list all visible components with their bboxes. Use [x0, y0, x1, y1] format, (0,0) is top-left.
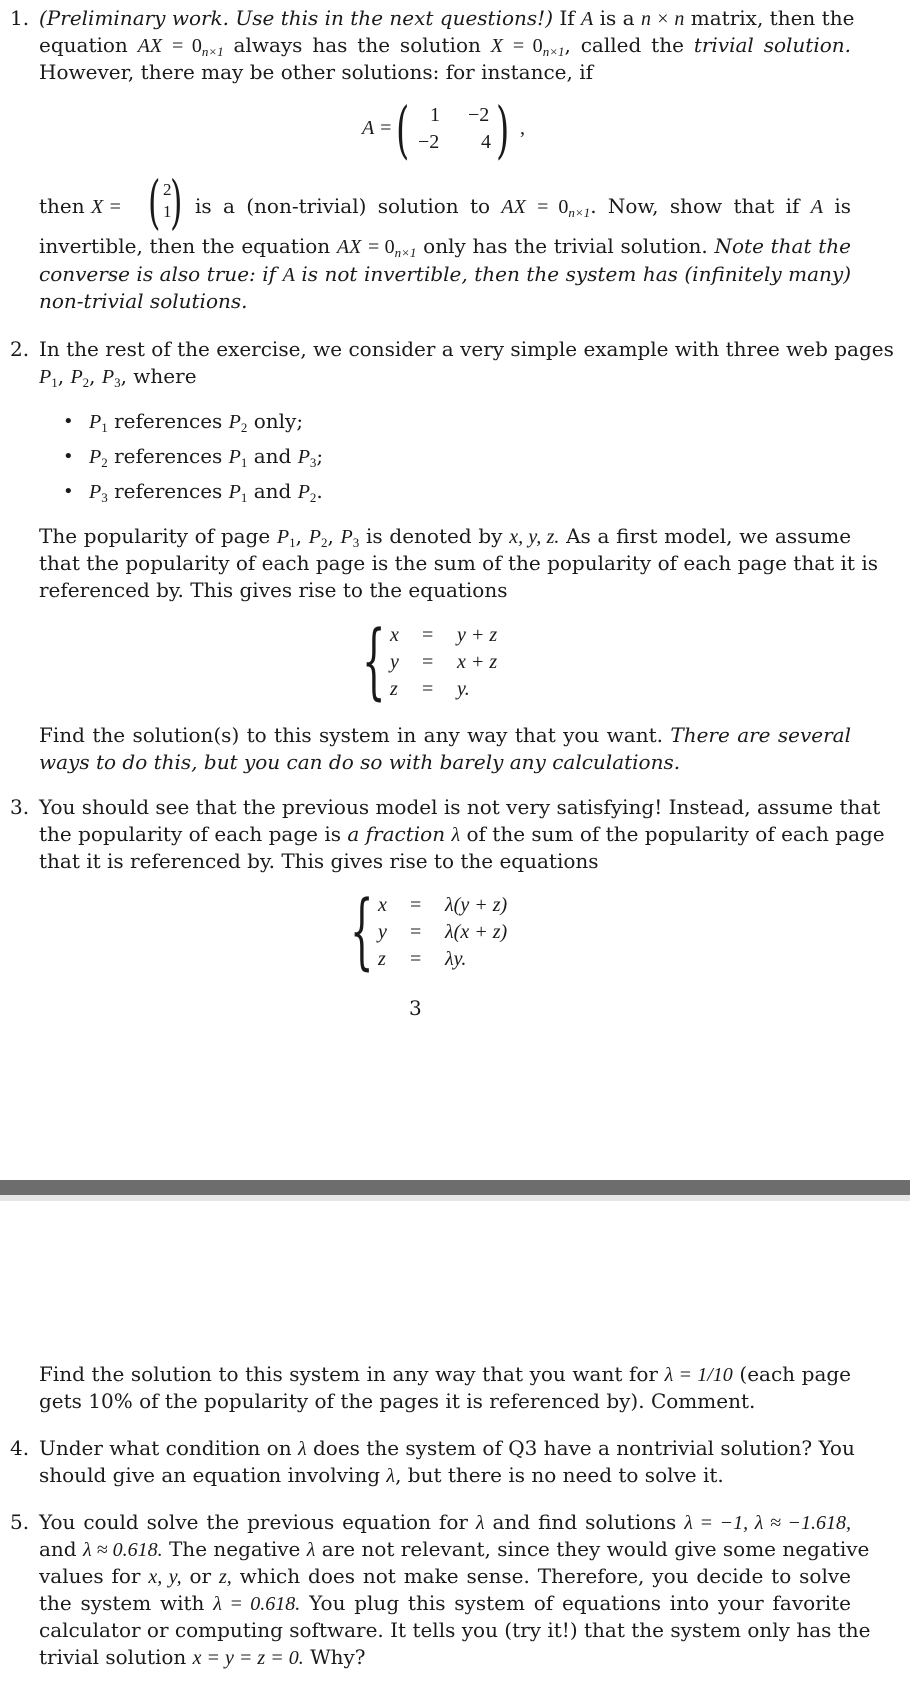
vector-display: [148, 168, 188, 236]
q5-line-1: You could solve the previous equation for λ and find solutions λ = −1, λ ≈ −1.618,: [39, 1510, 852, 1534]
system-1-rhs: y + z: [457, 624, 498, 646]
system-1-row-1: x: [390, 624, 399, 646]
right-paren: ): [170, 168, 183, 236]
left-paren: (: [396, 93, 410, 166]
system-1-display: [362, 614, 542, 710]
q2-line-1: In the rest of the exercise, we consider a very simple example with three web pages: [39, 337, 894, 361]
bullet-icon: •: [63, 446, 74, 467]
system-2-lhs: z: [378, 948, 386, 970]
page-divider: [0, 1180, 910, 1201]
matrix-cell: −2: [418, 131, 440, 153]
q1-line-7: non-trivial solutions.: [39, 289, 248, 313]
q3-line-2: the popularity of each page is a fraction λ of the sum of the popularity of each page: [39, 822, 885, 846]
system-2-display: [350, 884, 550, 980]
q3-cont-line-1: Find the solution to this system in any way that you want for λ = 1/10 (each page: [39, 1362, 852, 1386]
page-number: 3: [409, 996, 422, 1020]
page-divider-bar: [0, 1180, 910, 1195]
system-1-lhs: y: [390, 651, 399, 673]
system-2-rhs: λ(y + z): [445, 894, 508, 916]
system-1-eq: =: [422, 624, 434, 646]
q4-line-1: Under what condition on λ does the system of Q3 have a nontrivial solution? You: [39, 1436, 855, 1460]
question-5-number: 5.: [10, 1510, 30, 1534]
system-2-eq: =: [410, 894, 422, 916]
vector-cell: 2: [163, 180, 172, 199]
q5-line-6: trivial solution x = y = z = 0. Why?: [39, 1645, 366, 1669]
q2-para-line-2: that the popularity of each page is the sum of the popularity of each page that it is: [39, 551, 878, 575]
q2-find-line-2: ways to do this, but you can do so with barely any calculations.: [39, 750, 681, 774]
bullet-item-1: $P_1$ references $P_2$ only;: [89, 409, 304, 435]
matrix-cell: 1: [430, 104, 440, 126]
right-paren: ): [496, 93, 510, 166]
bullet-item-3: $P_3$ references $P_1$ and $P_2$.: [89, 479, 323, 505]
q1-line-4: is a (non-trivial) solution to AX = $0_{n\times 1}$. Now, show that if A is: [195, 194, 852, 220]
q1-line-6: converse is also true: if A is not invertible, then the system has (infinitely many): [39, 262, 852, 286]
question-4-number: 4.: [10, 1436, 30, 1460]
system-2-rhs: λy.: [445, 948, 467, 970]
bullet-item-2: $P_2$ references $P_1$ and $P_3$;: [89, 444, 324, 470]
q5-line-4: the system with λ = 0.618. You plug this system of equations into your favorite: [39, 1591, 852, 1615]
q3-line-3: that it is referenced by. This gives rise to the equations: [39, 849, 599, 873]
matrix-label: A =: [362, 117, 393, 139]
q5-line-5: calculator or computing software. It tells you (try it!) that the system only has the: [39, 1618, 871, 1642]
matrix-a-display: [362, 93, 532, 166]
q1-line-2: equation AX = $0_{n\times 1}$ always has the solution $X = 0_{n\times 1}$, called the trivial solution.: [39, 33, 852, 59]
bullet-icon: •: [63, 411, 74, 432]
system-2-rhs: λ(x + z): [445, 921, 508, 943]
q1-line-4-start: then X =: [39, 194, 121, 218]
page-lower: [0, 1201, 910, 1688]
question-3-number: 3.: [10, 795, 30, 819]
q4-line-2: should give an equation involving λ, but there is no need to solve it.: [39, 1463, 724, 1487]
question-2-number: 2.: [10, 337, 30, 361]
system-1-rhs: x + z: [457, 651, 498, 673]
q3-cont-line-2: gets 10% of the popularity of the pages it is referenced by). Comment.: [39, 1389, 756, 1413]
q1-line-3: However, there may be other solutions: for instance, if: [39, 60, 594, 84]
matrix-cell: −2: [468, 104, 490, 126]
matrix-cell: 4: [481, 131, 491, 153]
bullet-icon: •: [63, 481, 74, 502]
q2-para-line-3: referenced by. This gives rise to the equations: [39, 578, 508, 602]
q1-line-5: invertible, then the equation AX = $0_{n\times 1}$ only has the trivial solution. Note that the: [39, 234, 851, 260]
q1-line-1: (Preliminary work. Use this in the next questions!) If A is a n × n matrix, then the: [39, 6, 855, 30]
q5-line-2: and λ ≈ 0.618. The negative λ are not relevant, since they would give some negative: [39, 1537, 870, 1561]
left-brace: {: [350, 884, 374, 979]
system-2-lhs: x: [378, 894, 387, 916]
matrix-comma: ,: [520, 117, 525, 139]
q5-line-3: values for x, y, or z, which does not make sense. Therefore, you decide to solve: [39, 1564, 851, 1588]
q3-line-1: You should see that the previous model is not very satisfying! Instead, assume that: [39, 795, 881, 819]
system-1-rhs: y.: [457, 678, 470, 700]
system-1-lhs: z: [390, 678, 398, 700]
system-2-lhs: y: [378, 921, 387, 943]
left-paren: (: [148, 168, 161, 236]
system-2-eq: =: [410, 921, 422, 943]
question-1-number: 1.: [10, 6, 30, 30]
system-1-eq: =: [422, 678, 434, 700]
q2-line-2: $P_1$, $P_2$, $P_3$, where: [39, 364, 197, 390]
left-brace: {: [362, 614, 386, 709]
system-2-eq: =: [410, 948, 422, 970]
q2-para-line-1: The popularity of page $P_1$, $P_2$, $P_3$ is denoted by x, y, z. As a first model, we assume: [39, 524, 852, 550]
vector-cell: 1: [163, 202, 172, 221]
q2-find-line-1: Find the solution(s) to this system in any way that you want. There are several: [39, 723, 851, 747]
system-1-eq: =: [422, 651, 434, 673]
